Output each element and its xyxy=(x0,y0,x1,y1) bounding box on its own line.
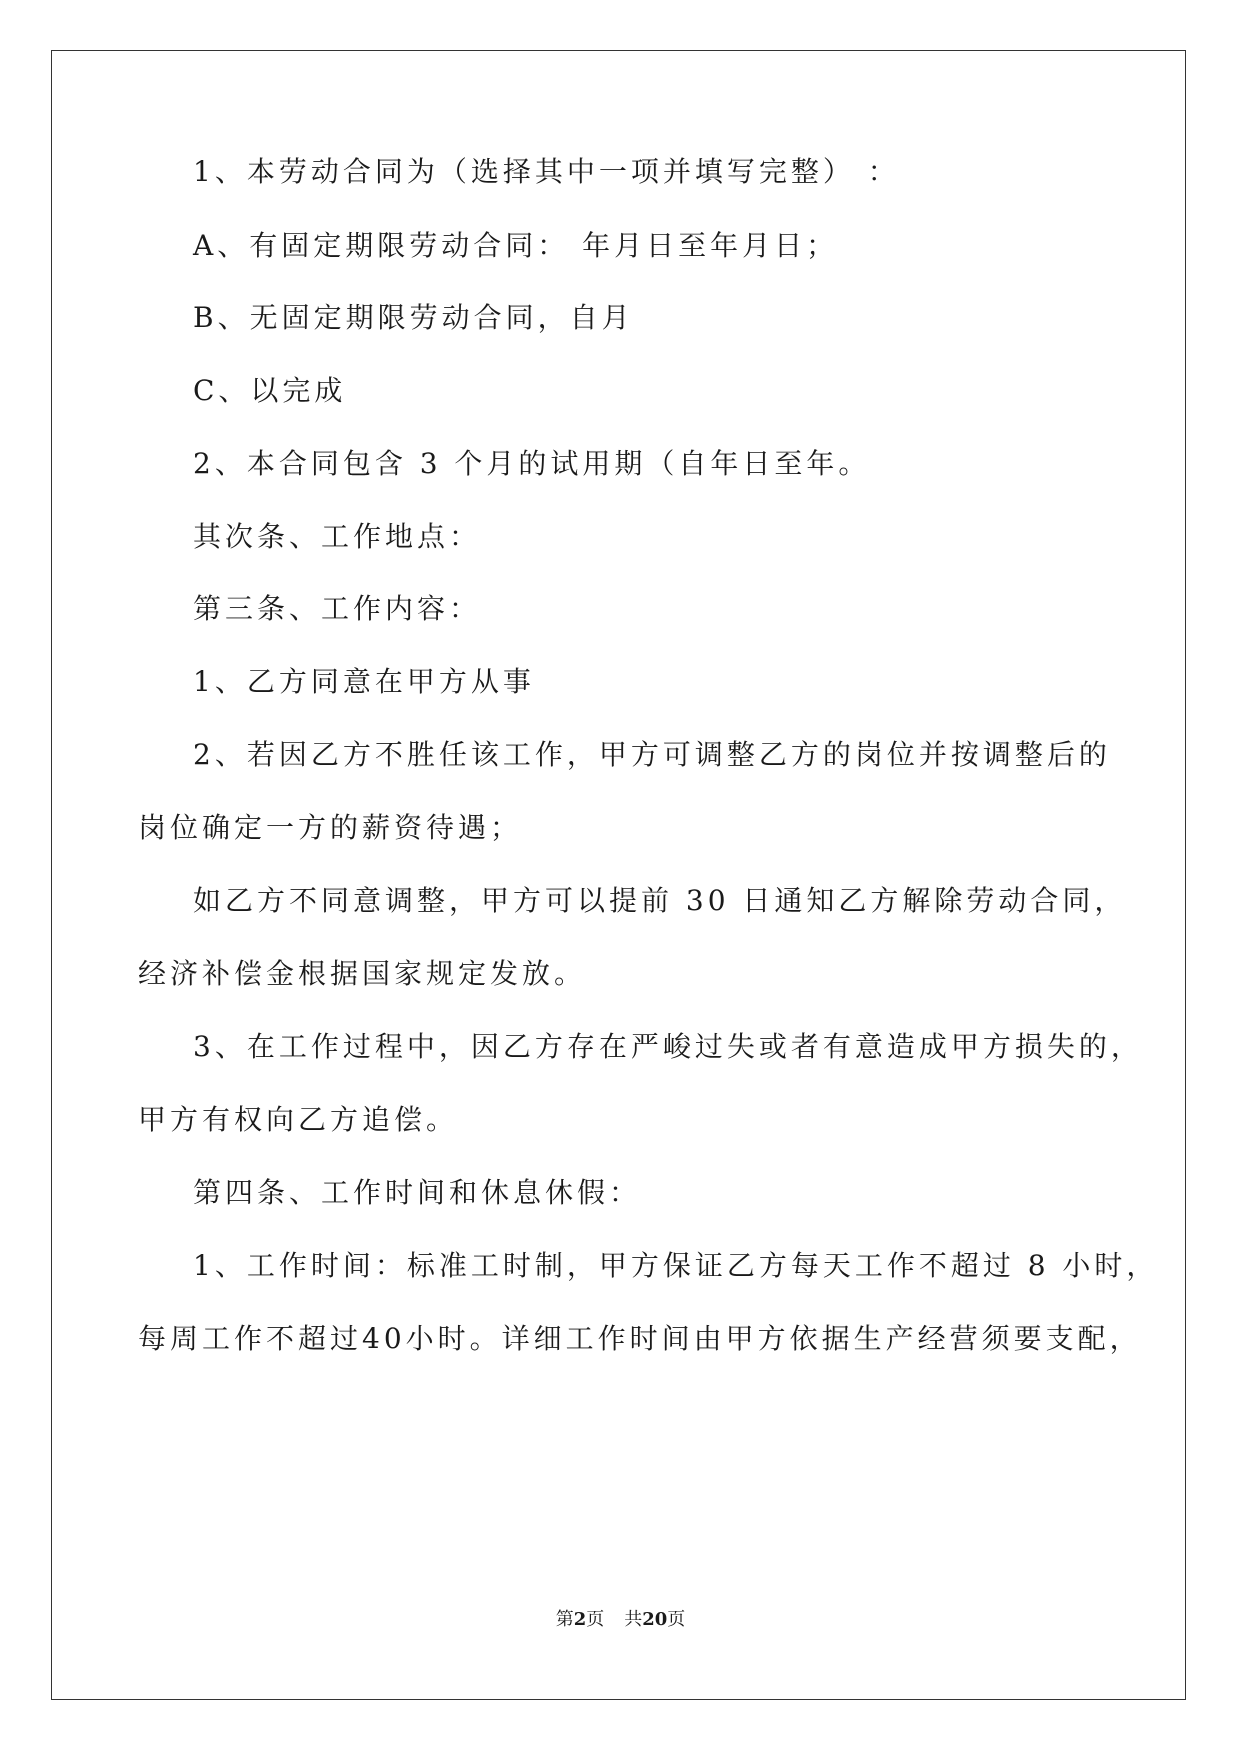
paragraph-line: C、以完成 xyxy=(193,374,347,407)
page-number: 2 xyxy=(573,1609,587,1630)
paragraph-line: 第四条、工作时间和休息休假： xyxy=(193,1176,642,1209)
page-suffix: 页 xyxy=(586,1609,605,1630)
paragraph-line: B、无固定期限劳动合同，自月 xyxy=(193,301,634,334)
paragraph-line: 2、若因乙方不胜任该工作，甲方可调整乙方的岗位并按调整后的 xyxy=(193,738,1111,771)
paragraph-line: 经济补偿金根据国家规定发放。 xyxy=(138,957,587,990)
total-pages: 20 xyxy=(642,1609,668,1630)
paragraph-line: 1、乙方同意在甲方从事 xyxy=(193,665,535,698)
paragraph-line: 其次条、工作地点： xyxy=(193,520,482,553)
page-prefix: 第 xyxy=(555,1609,574,1630)
page-footer xyxy=(0,1608,1241,1632)
paragraph-line: 每周工作不超过40小时。详细工作时间由甲方依据生产经营须要支配， xyxy=(138,1322,1142,1355)
paragraph-line: 1、工作时间：标准工时制，甲方保证乙方每天工作不超过 8 小时， xyxy=(193,1249,1159,1282)
paragraph-line: 第三条、工作内容： xyxy=(193,592,482,625)
paragraph-line: 如乙方不同意调整，甲方可以提前 30 日通知乙方解除劳动合同， xyxy=(193,884,1127,917)
paragraph-line: 岗位确定一方的薪资待遇； xyxy=(138,811,523,844)
total-suffix: 页 xyxy=(667,1609,686,1630)
paragraph-line: 1、本劳动合同为（选择其中一项并填写完整） ： xyxy=(193,155,900,188)
paragraph-line: 3、在工作过程中，因乙方存在严峻过失或者有意造成甲方损失的， xyxy=(193,1030,1143,1063)
paragraph-line: A、有固定期限劳动合同： 年月日至年月日； xyxy=(193,229,839,262)
total-prefix: 共 xyxy=(624,1609,643,1630)
paragraph-line: 甲方有权向乙方追偿。 xyxy=(138,1103,459,1136)
paragraph-line: 2、本合同包含 3 个月的试用期（自年日至年。 xyxy=(193,447,871,480)
